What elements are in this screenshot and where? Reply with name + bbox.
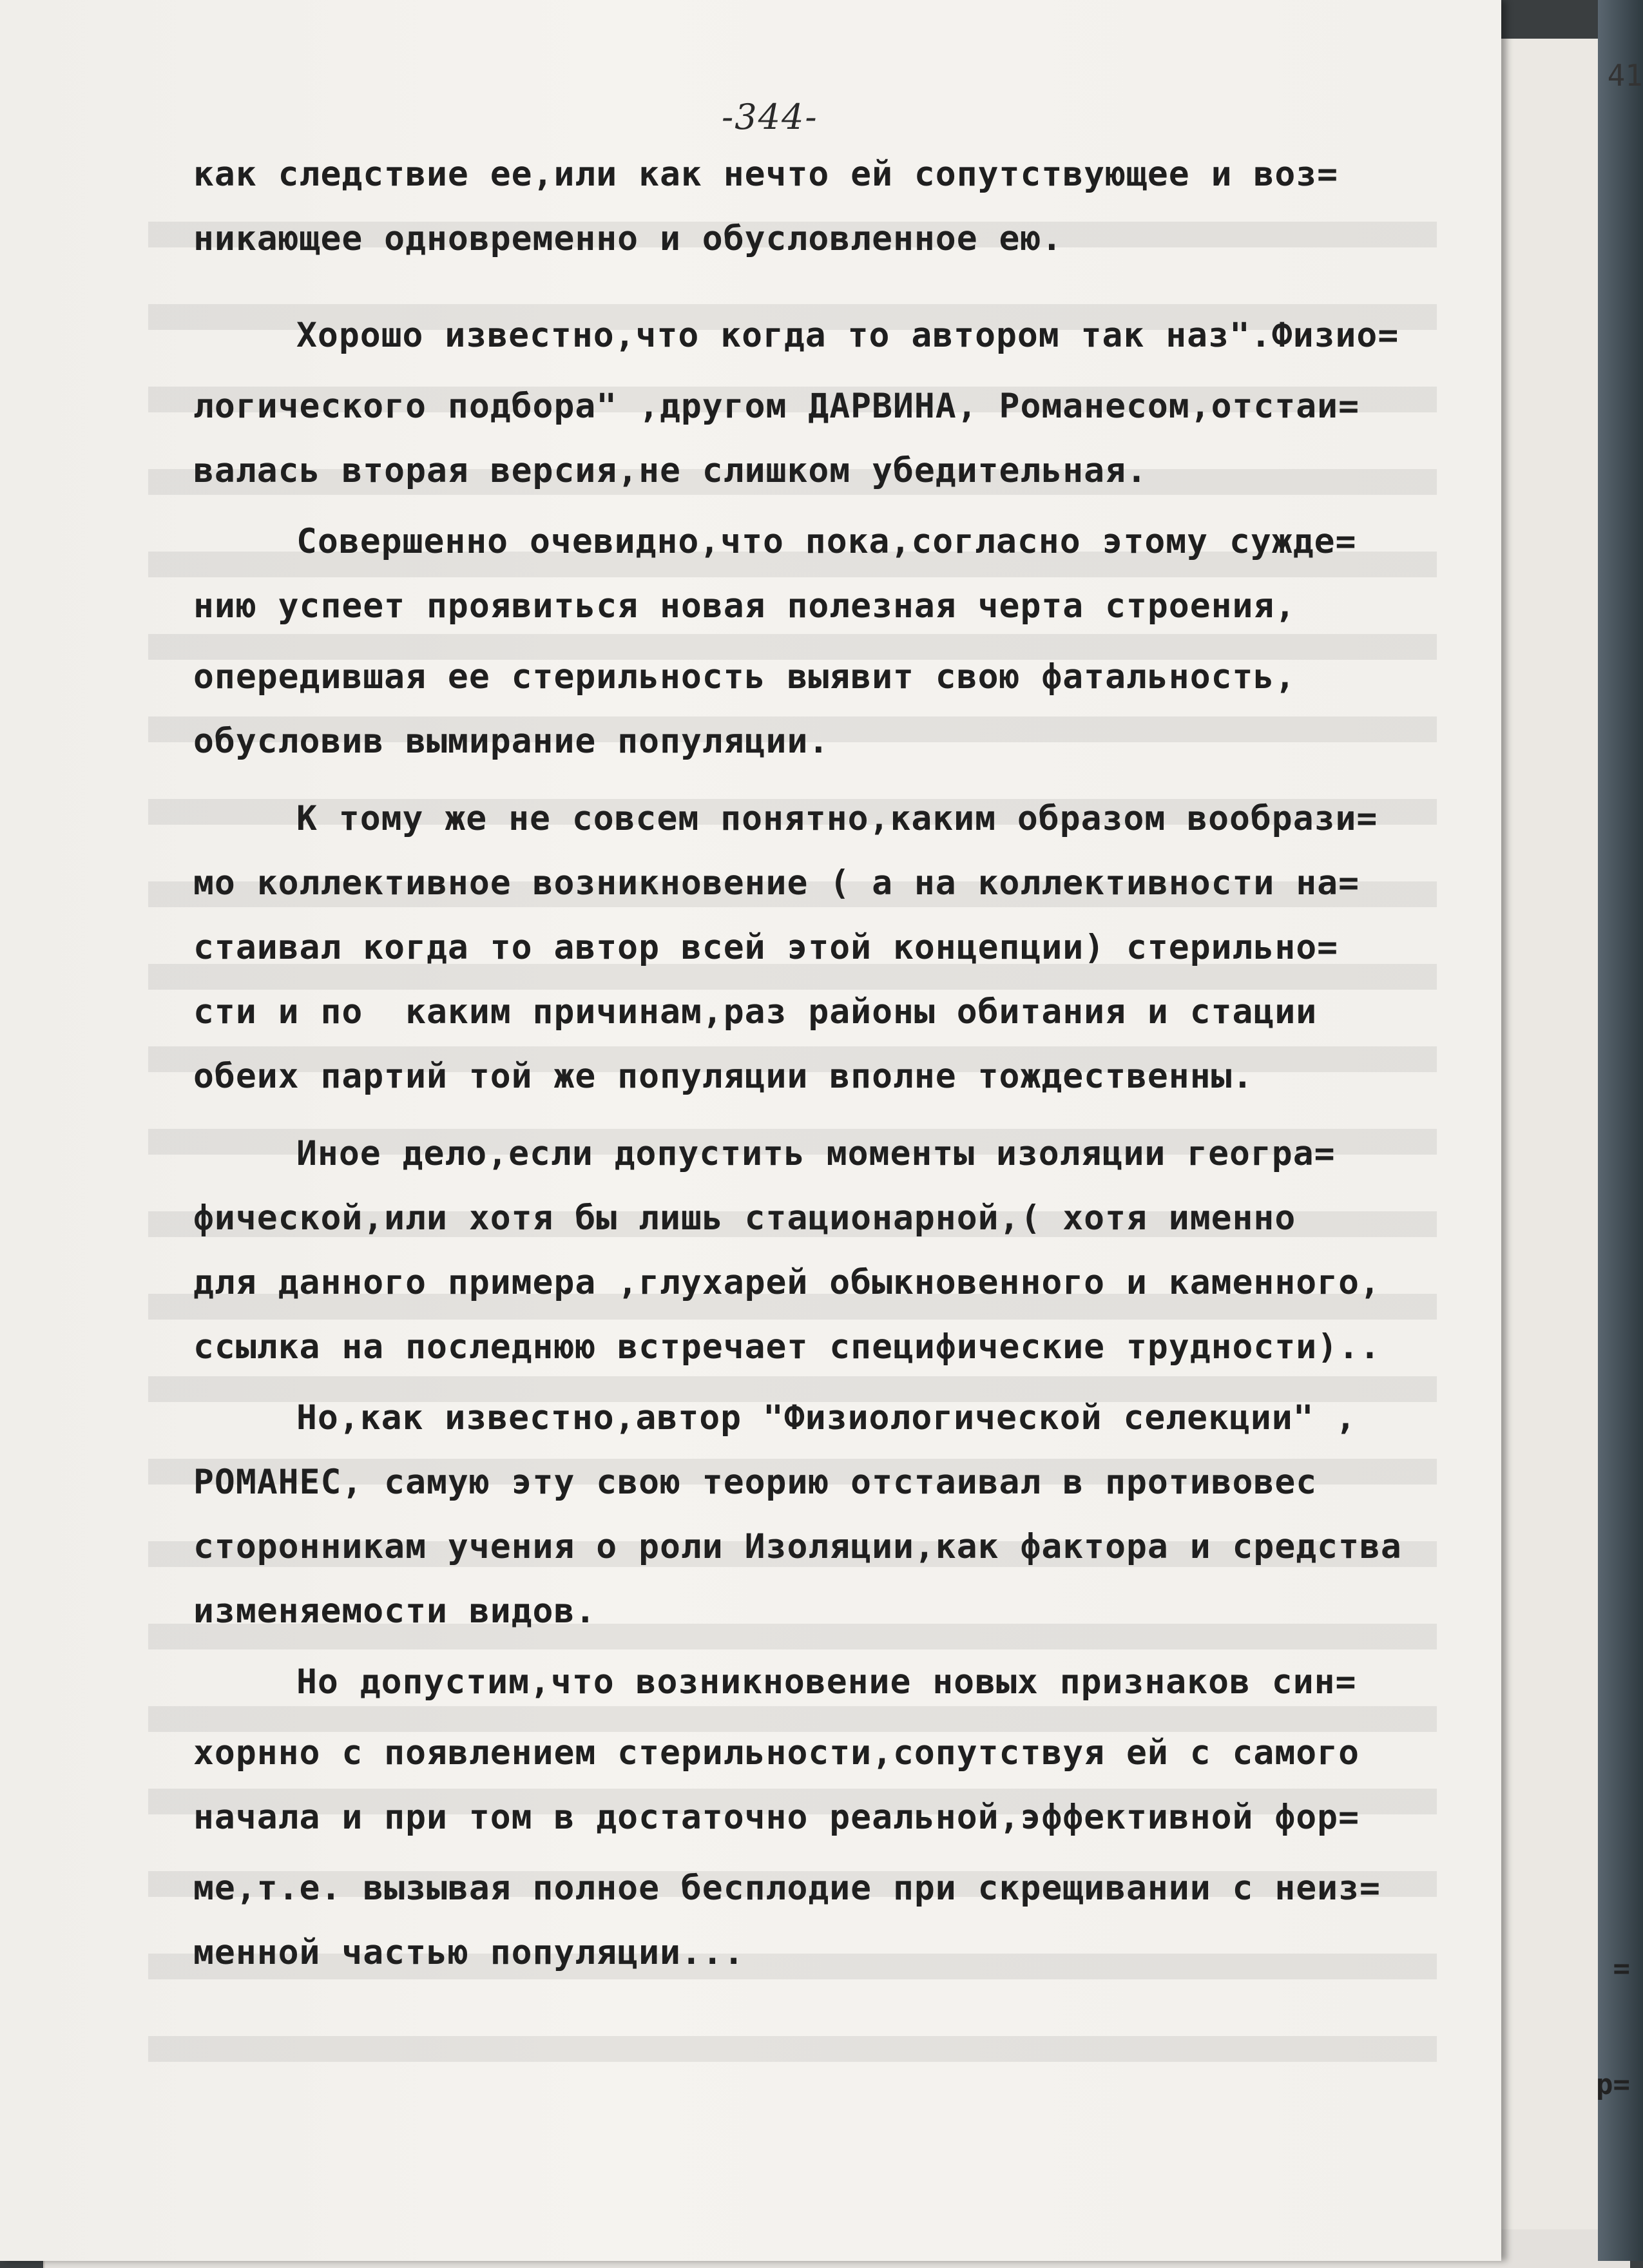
text-line: стаивал когда то автор всей этой концепции) стерильно= (193, 928, 1339, 967)
text-line: опередившая ее стерильность выявит свою фатальность, (193, 657, 1296, 697)
text-line: К тому же не совсем понятно,каким образом вообрази= (296, 799, 1378, 838)
text-line: Но допустим,что возникновение новых признаков син= (296, 1662, 1357, 1702)
text-line: как следствие ее,или как нечто ей сопутствующее и воз= (193, 155, 1339, 194)
text-line: мо коллективное возникновение ( а на коллективности на= (193, 863, 1360, 903)
text-line: никающее одновременно и обусловленное ею. (193, 219, 1063, 258)
text-line: логического подбора" ,другом ДАРВИНА, Романесом,отстаи= (193, 387, 1360, 426)
text-line: нию успеет проявиться новая полезная черта строения, (193, 586, 1296, 626)
text-line: Иное дело,если допустить моменты изоляции геогра= (296, 1134, 1336, 1173)
text-line: ссылка на последнюю встречает специфические трудности).. (193, 1327, 1381, 1367)
text-line: ме,т.е. вызывая полное бесплодие при скрещивании с неиз= (193, 1869, 1381, 1908)
text-line: обеих партий той же популяции вполне тождественны. (193, 1057, 1254, 1096)
text-line: Хорошо известно,что когда то автором так наз".Физио= (296, 316, 1399, 355)
text-line: обусловив вымирание популяции. (193, 722, 830, 761)
text-line: менной частью популяции... (193, 1933, 745, 1972)
text-line: для данного примера ,глухарей обыкновенного и каменного, (193, 1263, 1381, 1302)
page-number: 41 (1607, 58, 1643, 93)
edge-mark: = (1613, 1952, 1630, 1985)
text-line: РОМАНЕС, самую эту свою теорию отстаивал в противовес (193, 1463, 1318, 1502)
edge-mark: р= (1596, 2068, 1630, 2101)
handwritten-page-number: -344- (722, 97, 818, 137)
text-line: Но,как известно,автор "Физиологической селекции" , (296, 1398, 1357, 1437)
text-line: сторонникам учения о роли Изоляции,как фактора и средства (193, 1527, 1402, 1566)
text-line: начала и при том в достаточно реальной,эффективной фор= (193, 1798, 1360, 1837)
text-line: фической,или хотя бы лишь стационарной,( хотя именно (193, 1198, 1296, 1238)
text-line: валась вторая версия,не слишком убедительная. (193, 451, 1148, 490)
text-line: Совершенно очевидно,что пока,согласно этому сужде= (296, 522, 1357, 561)
text-line: сти и по каким причинам,раз районы обитания и стации (193, 992, 1318, 1032)
text-line: изменяемости видов. (193, 1591, 597, 1631)
folder-binding (1598, 0, 1643, 2261)
text-line: хорнно с появлением стерильности,сопутствуя ей с самого (193, 1733, 1360, 1773)
